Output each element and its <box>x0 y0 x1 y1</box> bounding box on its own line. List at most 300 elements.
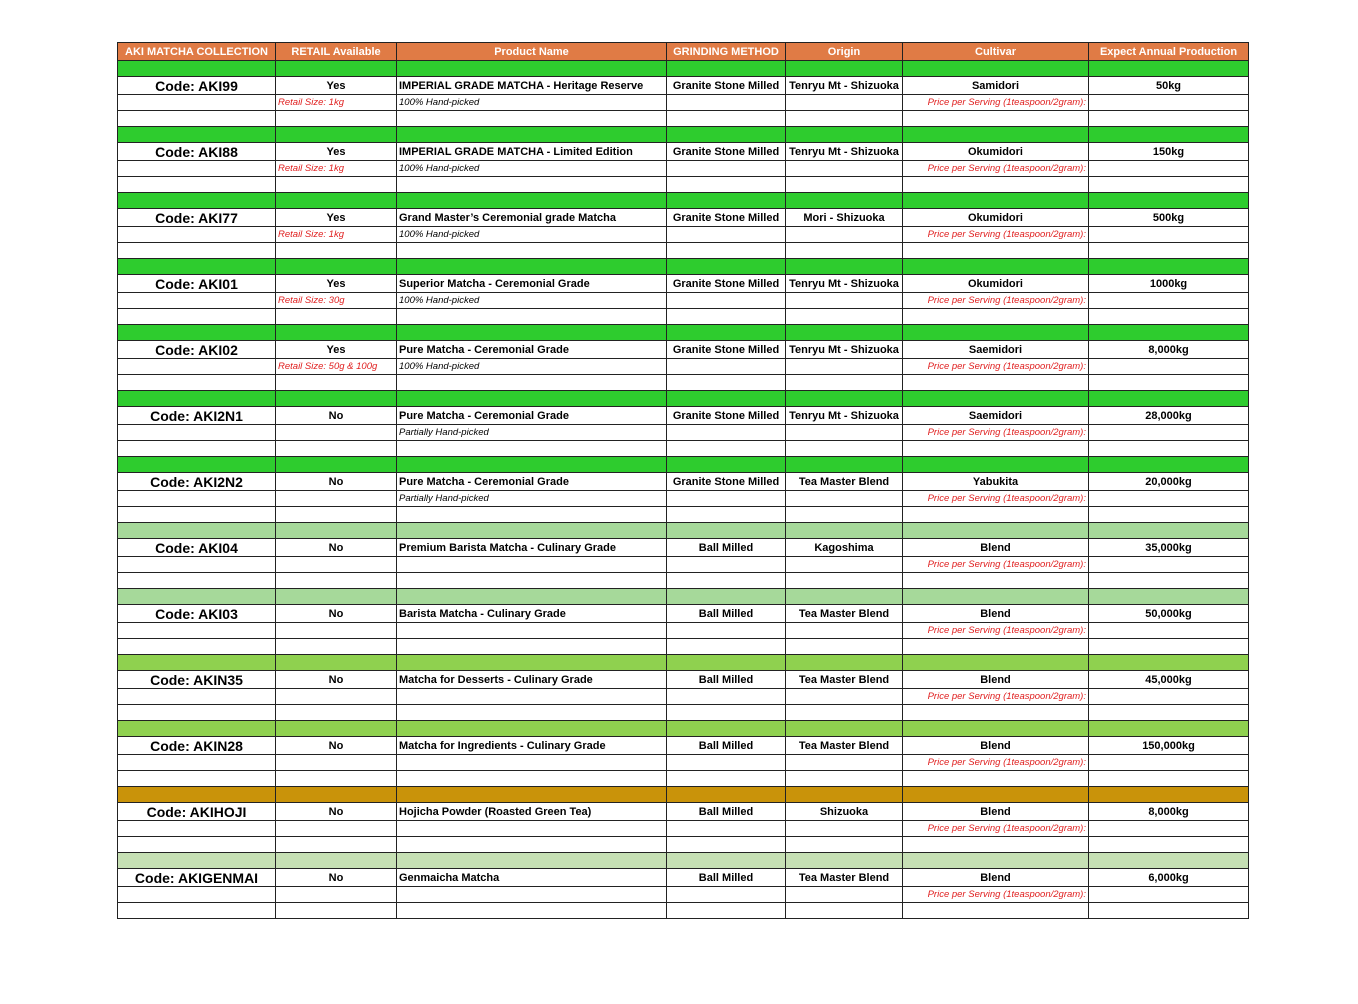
empty-cell[interactable] <box>786 887 903 903</box>
band-cell[interactable] <box>276 853 397 869</box>
band-cell[interactable] <box>397 721 667 737</box>
band-cell[interactable] <box>667 391 786 407</box>
header-grinding-method[interactable]: GRINDING METHOD <box>667 43 786 61</box>
retail-size-cell[interactable]: Retail Size: 50g & 100g <box>276 359 397 375</box>
price-per-serving-cell[interactable]: Price per Serving (1teaspoon/2gram): <box>903 689 1089 705</box>
band-cell[interactable] <box>667 787 786 803</box>
product-name-cell[interactable]: Matcha for Desserts - Culinary Grade <box>397 671 667 689</box>
price-per-serving-cell[interactable]: Price per Serving (1teaspoon/2gram): <box>903 359 1089 375</box>
band-cell[interactable] <box>786 853 903 869</box>
empty-cell[interactable] <box>1089 161 1249 177</box>
annual-production-cell[interactable]: 150,000kg <box>1089 737 1249 755</box>
empty-cell[interactable] <box>1089 309 1249 325</box>
empty-cell[interactable] <box>118 441 276 457</box>
band-cell[interactable] <box>397 61 667 77</box>
price-per-serving-cell[interactable]: Price per Serving (1teaspoon/2gram): <box>903 491 1089 507</box>
retail-available-cell[interactable]: Yes <box>276 341 397 359</box>
empty-cell[interactable] <box>276 771 397 787</box>
empty-cell[interactable] <box>1089 887 1249 903</box>
empty-cell[interactable] <box>786 689 903 705</box>
empty-cell[interactable] <box>667 821 786 837</box>
empty-cell[interactable] <box>397 837 667 853</box>
empty-cell[interactable] <box>1089 837 1249 853</box>
empty-cell[interactable] <box>786 375 903 391</box>
band-cell[interactable] <box>397 523 667 539</box>
grinding-method-cell[interactable]: Ball Milled <box>667 737 786 755</box>
band-cell[interactable] <box>1089 193 1249 209</box>
price-per-serving-cell[interactable]: Price per Serving (1teaspoon/2gram): <box>903 755 1089 771</box>
origin-cell[interactable]: Tea Master Blend <box>786 671 903 689</box>
band-cell[interactable] <box>786 523 903 539</box>
cultivar-cell[interactable]: Samidori <box>903 77 1089 95</box>
empty-cell[interactable] <box>667 243 786 259</box>
annual-production-cell[interactable]: 1000kg <box>1089 275 1249 293</box>
empty-cell[interactable] <box>276 837 397 853</box>
origin-cell[interactable]: Tenryu Mt - Shizuoka <box>786 341 903 359</box>
empty-cell[interactable] <box>786 821 903 837</box>
price-per-serving-cell[interactable]: Price per Serving (1teaspoon/2gram): <box>903 161 1089 177</box>
retail-size-cell[interactable] <box>276 887 397 903</box>
empty-cell[interactable] <box>667 227 786 243</box>
cultivar-cell[interactable]: Blend <box>903 869 1089 887</box>
grinding-method-cell[interactable]: Ball Milled <box>667 605 786 623</box>
annual-production-cell[interactable]: 50,000kg <box>1089 605 1249 623</box>
retail-available-cell[interactable]: Yes <box>276 275 397 293</box>
band-cell[interactable] <box>276 259 397 275</box>
cultivar-cell[interactable]: Blend <box>903 803 1089 821</box>
empty-cell[interactable] <box>397 903 667 919</box>
empty-cell[interactable] <box>667 887 786 903</box>
empty-cell[interactable] <box>786 309 903 325</box>
empty-cell[interactable] <box>786 243 903 259</box>
grinding-method-cell[interactable]: Granite Stone Milled <box>667 341 786 359</box>
empty-cell[interactable] <box>786 639 903 655</box>
grinding-method-cell[interactable]: Granite Stone Milled <box>667 473 786 491</box>
product-name-cell[interactable]: Pure Matcha - Ceremonial Grade <box>397 407 667 425</box>
cultivar-cell[interactable]: Blend <box>903 605 1089 623</box>
empty-cell[interactable] <box>397 243 667 259</box>
empty-cell[interactable] <box>786 573 903 589</box>
product-code-cell[interactable]: Code: AKI04 <box>118 539 276 557</box>
price-per-serving-cell[interactable]: Price per Serving (1teaspoon/2gram): <box>903 293 1089 309</box>
annual-production-cell[interactable]: 8,000kg <box>1089 803 1249 821</box>
empty-cell[interactable] <box>786 425 903 441</box>
retail-available-cell[interactable]: Yes <box>276 143 397 161</box>
empty-cell[interactable] <box>118 177 276 193</box>
empty-cell[interactable] <box>118 359 276 375</box>
annual-production-cell[interactable]: 8,000kg <box>1089 341 1249 359</box>
picking-note-cell[interactable] <box>397 623 667 639</box>
empty-cell[interactable] <box>397 507 667 523</box>
annual-production-cell[interactable]: 35,000kg <box>1089 539 1249 557</box>
header-annual-production[interactable]: Expect Annual Production <box>1089 43 1249 61</box>
empty-cell[interactable] <box>1089 639 1249 655</box>
empty-cell[interactable] <box>667 425 786 441</box>
band-cell[interactable] <box>1089 853 1249 869</box>
empty-cell[interactable] <box>903 771 1089 787</box>
product-code-cell[interactable]: Code: AKI88 <box>118 143 276 161</box>
empty-cell[interactable] <box>1089 755 1249 771</box>
empty-cell[interactable] <box>118 705 276 721</box>
product-code-cell[interactable]: Code: AKIGENMAI <box>118 869 276 887</box>
origin-cell[interactable]: Shizuoka <box>786 803 903 821</box>
product-code-cell[interactable]: Code: AKI01 <box>118 275 276 293</box>
empty-cell[interactable] <box>1089 623 1249 639</box>
origin-cell[interactable]: Tea Master Blend <box>786 869 903 887</box>
empty-cell[interactable] <box>397 375 667 391</box>
band-cell[interactable] <box>903 787 1089 803</box>
empty-cell[interactable] <box>786 177 903 193</box>
retail-available-cell[interactable]: No <box>276 473 397 491</box>
empty-cell[interactable] <box>118 771 276 787</box>
retail-available-cell[interactable]: No <box>276 737 397 755</box>
origin-cell[interactable]: Kagoshima <box>786 539 903 557</box>
cultivar-cell[interactable]: Blend <box>903 737 1089 755</box>
empty-cell[interactable] <box>118 573 276 589</box>
band-cell[interactable] <box>397 391 667 407</box>
retail-size-cell[interactable] <box>276 557 397 573</box>
retail-available-cell[interactable]: Yes <box>276 209 397 227</box>
empty-cell[interactable] <box>276 507 397 523</box>
empty-cell[interactable] <box>786 359 903 375</box>
empty-cell[interactable] <box>397 177 667 193</box>
origin-cell[interactable]: Tenryu Mt - Shizuoka <box>786 275 903 293</box>
band-cell[interactable] <box>786 721 903 737</box>
empty-cell[interactable] <box>667 111 786 127</box>
band-cell[interactable] <box>903 655 1089 671</box>
origin-cell[interactable]: Tenryu Mt - Shizuoka <box>786 143 903 161</box>
empty-cell[interactable] <box>1089 441 1249 457</box>
empty-cell[interactable] <box>276 375 397 391</box>
band-cell[interactable] <box>118 391 276 407</box>
product-name-cell[interactable]: Hojicha Powder (Roasted Green Tea) <box>397 803 667 821</box>
band-cell[interactable] <box>276 61 397 77</box>
band-cell[interactable] <box>903 127 1089 143</box>
band-cell[interactable] <box>667 325 786 341</box>
picking-note-cell[interactable] <box>397 755 667 771</box>
product-code-cell[interactable]: Code: AKI02 <box>118 341 276 359</box>
product-name-cell[interactable]: Barista Matcha - Culinary Grade <box>397 605 667 623</box>
grinding-method-cell[interactable]: Granite Stone Milled <box>667 143 786 161</box>
retail-available-cell[interactable]: No <box>276 803 397 821</box>
annual-production-cell[interactable]: 20,000kg <box>1089 473 1249 491</box>
origin-cell[interactable]: Tea Master Blend <box>786 473 903 491</box>
product-name-cell[interactable]: Superior Matcha - Ceremonial Grade <box>397 275 667 293</box>
empty-cell[interactable] <box>903 111 1089 127</box>
cultivar-cell[interactable]: Saemidori <box>903 341 1089 359</box>
empty-cell[interactable] <box>1089 903 1249 919</box>
empty-cell[interactable] <box>667 293 786 309</box>
picking-note-cell[interactable] <box>397 689 667 705</box>
band-cell[interactable] <box>397 853 667 869</box>
picking-note-cell[interactable]: 100% Hand-picked <box>397 359 667 375</box>
empty-cell[interactable] <box>1089 689 1249 705</box>
empty-cell[interactable] <box>1089 177 1249 193</box>
product-code-cell[interactable]: Code: AKI99 <box>118 77 276 95</box>
band-cell[interactable] <box>1089 61 1249 77</box>
band-cell[interactable] <box>118 127 276 143</box>
band-cell[interactable] <box>118 325 276 341</box>
band-cell[interactable] <box>1089 523 1249 539</box>
empty-cell[interactable] <box>903 243 1089 259</box>
empty-cell[interactable] <box>118 227 276 243</box>
origin-cell[interactable]: Tea Master Blend <box>786 737 903 755</box>
band-cell[interactable] <box>397 259 667 275</box>
empty-cell[interactable] <box>397 111 667 127</box>
empty-cell[interactable] <box>786 111 903 127</box>
cultivar-cell[interactable]: Okumidori <box>903 275 1089 293</box>
band-cell[interactable] <box>667 589 786 605</box>
band-cell[interactable] <box>1089 589 1249 605</box>
band-cell[interactable] <box>786 259 903 275</box>
empty-cell[interactable] <box>786 227 903 243</box>
product-name-cell[interactable]: Matcha for Ingredients - Culinary Grade <box>397 737 667 755</box>
empty-cell[interactable] <box>667 557 786 573</box>
band-cell[interactable] <box>1089 655 1249 671</box>
empty-cell[interactable] <box>903 639 1089 655</box>
header-collection[interactable]: AKI MATCHA COLLECTION <box>118 43 276 61</box>
empty-cell[interactable] <box>397 573 667 589</box>
band-cell[interactable] <box>786 391 903 407</box>
picking-note-cell[interactable]: 100% Hand-picked <box>397 161 667 177</box>
empty-cell[interactable] <box>667 689 786 705</box>
empty-cell[interactable] <box>786 507 903 523</box>
retail-available-cell[interactable]: No <box>276 869 397 887</box>
empty-cell[interactable] <box>276 309 397 325</box>
retail-size-cell[interactable]: Retail Size: 30g <box>276 293 397 309</box>
empty-cell[interactable] <box>786 771 903 787</box>
empty-cell[interactable] <box>118 887 276 903</box>
product-code-cell[interactable]: Code: AKI03 <box>118 605 276 623</box>
retail-size-cell[interactable] <box>276 623 397 639</box>
empty-cell[interactable] <box>397 639 667 655</box>
empty-cell[interactable] <box>276 573 397 589</box>
empty-cell[interactable] <box>397 705 667 721</box>
band-cell[interactable] <box>667 523 786 539</box>
empty-cell[interactable] <box>903 177 1089 193</box>
band-cell[interactable] <box>118 259 276 275</box>
empty-cell[interactable] <box>667 771 786 787</box>
band-cell[interactable] <box>786 457 903 473</box>
band-cell[interactable] <box>786 325 903 341</box>
picking-note-cell[interactable] <box>397 557 667 573</box>
band-cell[interactable] <box>276 721 397 737</box>
empty-cell[interactable] <box>118 755 276 771</box>
product-code-cell[interactable]: Code: AKIHOJI <box>118 803 276 821</box>
band-cell[interactable] <box>276 523 397 539</box>
empty-cell[interactable] <box>667 573 786 589</box>
empty-cell[interactable] <box>276 177 397 193</box>
band-cell[interactable] <box>397 127 667 143</box>
retail-size-cell[interactable] <box>276 755 397 771</box>
product-code-cell[interactable]: Code: AKI77 <box>118 209 276 227</box>
band-cell[interactable] <box>903 853 1089 869</box>
band-cell[interactable] <box>786 127 903 143</box>
annual-production-cell[interactable]: 50kg <box>1089 77 1249 95</box>
empty-cell[interactable] <box>1089 557 1249 573</box>
empty-cell[interactable] <box>667 837 786 853</box>
band-cell[interactable] <box>667 61 786 77</box>
grinding-method-cell[interactable]: Granite Stone Milled <box>667 407 786 425</box>
picking-note-cell[interactable]: 100% Hand-picked <box>397 95 667 111</box>
retail-size-cell[interactable] <box>276 425 397 441</box>
product-name-cell[interactable]: IMPERIAL GRADE MATCHA - Heritage Reserve <box>397 77 667 95</box>
retail-size-cell[interactable]: Retail Size: 1kg <box>276 95 397 111</box>
empty-cell[interactable] <box>276 903 397 919</box>
grinding-method-cell[interactable]: Ball Milled <box>667 671 786 689</box>
empty-cell[interactable] <box>667 507 786 523</box>
empty-cell[interactable] <box>786 293 903 309</box>
empty-cell[interactable] <box>118 293 276 309</box>
band-cell[interactable] <box>903 259 1089 275</box>
empty-cell[interactable] <box>276 705 397 721</box>
band-cell[interactable] <box>397 193 667 209</box>
band-cell[interactable] <box>903 589 1089 605</box>
empty-cell[interactable] <box>1089 227 1249 243</box>
cultivar-cell[interactable]: Blend <box>903 671 1089 689</box>
band-cell[interactable] <box>1089 259 1249 275</box>
band-cell[interactable] <box>786 655 903 671</box>
retail-available-cell[interactable]: No <box>276 671 397 689</box>
annual-production-cell[interactable]: 150kg <box>1089 143 1249 161</box>
empty-cell[interactable] <box>667 161 786 177</box>
empty-cell[interactable] <box>118 821 276 837</box>
grinding-method-cell[interactable]: Ball Milled <box>667 803 786 821</box>
band-cell[interactable] <box>118 721 276 737</box>
product-code-cell[interactable]: Code: AKI2N1 <box>118 407 276 425</box>
product-name-cell[interactable]: IMPERIAL GRADE MATCHA - Limited Edition <box>397 143 667 161</box>
empty-cell[interactable] <box>1089 491 1249 507</box>
empty-cell[interactable] <box>118 689 276 705</box>
band-cell[interactable] <box>397 457 667 473</box>
origin-cell[interactable]: Tenryu Mt - Shizuoka <box>786 77 903 95</box>
retail-size-cell[interactable] <box>276 491 397 507</box>
retail-size-cell[interactable] <box>276 689 397 705</box>
band-cell[interactable] <box>667 127 786 143</box>
retail-available-cell[interactable]: No <box>276 605 397 623</box>
retail-available-cell[interactable]: No <box>276 407 397 425</box>
empty-cell[interactable] <box>903 573 1089 589</box>
empty-cell[interactable] <box>786 903 903 919</box>
cultivar-cell[interactable]: Yabukita <box>903 473 1089 491</box>
cultivar-cell[interactable]: Okumidori <box>903 209 1089 227</box>
band-cell[interactable] <box>118 61 276 77</box>
empty-cell[interactable] <box>903 903 1089 919</box>
band-cell[interactable] <box>786 61 903 77</box>
empty-cell[interactable] <box>397 441 667 457</box>
band-cell[interactable] <box>118 589 276 605</box>
band-cell[interactable] <box>276 325 397 341</box>
band-cell[interactable] <box>903 721 1089 737</box>
empty-cell[interactable] <box>118 903 276 919</box>
band-cell[interactable] <box>786 193 903 209</box>
grinding-method-cell[interactable]: Granite Stone Milled <box>667 209 786 227</box>
empty-cell[interactable] <box>118 557 276 573</box>
product-code-cell[interactable]: Code: AKIN35 <box>118 671 276 689</box>
empty-cell[interactable] <box>118 837 276 853</box>
empty-cell[interactable] <box>667 359 786 375</box>
empty-cell[interactable] <box>118 309 276 325</box>
annual-production-cell[interactable]: 500kg <box>1089 209 1249 227</box>
band-cell[interactable] <box>786 589 903 605</box>
empty-cell[interactable] <box>1089 573 1249 589</box>
empty-cell[interactable] <box>903 375 1089 391</box>
empty-cell[interactable] <box>667 639 786 655</box>
empty-cell[interactable] <box>118 639 276 655</box>
band-cell[interactable] <box>118 655 276 671</box>
cultivar-cell[interactable]: Saemidori <box>903 407 1089 425</box>
band-cell[interactable] <box>118 853 276 869</box>
band-cell[interactable] <box>276 655 397 671</box>
price-per-serving-cell[interactable]: Price per Serving (1teaspoon/2gram): <box>903 425 1089 441</box>
grinding-method-cell[interactable]: Ball Milled <box>667 869 786 887</box>
band-cell[interactable] <box>276 457 397 473</box>
band-cell[interactable] <box>1089 391 1249 407</box>
band-cell[interactable] <box>667 457 786 473</box>
empty-cell[interactable] <box>667 491 786 507</box>
empty-cell[interactable] <box>397 771 667 787</box>
origin-cell[interactable]: Mori - Shizuoka <box>786 209 903 227</box>
band-cell[interactable] <box>903 523 1089 539</box>
band-cell[interactable] <box>118 193 276 209</box>
empty-cell[interactable] <box>667 623 786 639</box>
empty-cell[interactable] <box>276 441 397 457</box>
product-name-cell[interactable]: Pure Matcha - Ceremonial Grade <box>397 473 667 491</box>
band-cell[interactable] <box>786 787 903 803</box>
empty-cell[interactable] <box>786 441 903 457</box>
empty-cell[interactable] <box>903 837 1089 853</box>
empty-cell[interactable] <box>786 755 903 771</box>
empty-cell[interactable] <box>276 111 397 127</box>
empty-cell[interactable] <box>786 161 903 177</box>
empty-cell[interactable] <box>786 95 903 111</box>
empty-cell[interactable] <box>118 623 276 639</box>
empty-cell[interactable] <box>1089 359 1249 375</box>
empty-cell[interactable] <box>1089 293 1249 309</box>
product-code-cell[interactable]: Code: AKI2N2 <box>118 473 276 491</box>
picking-note-cell[interactable]: 100% Hand-picked <box>397 293 667 309</box>
band-cell[interactable] <box>667 259 786 275</box>
empty-cell[interactable] <box>667 177 786 193</box>
empty-cell[interactable] <box>667 309 786 325</box>
product-name-cell[interactable]: Genmaicha Matcha <box>397 869 667 887</box>
empty-cell[interactable] <box>1089 375 1249 391</box>
band-cell[interactable] <box>1089 127 1249 143</box>
retail-available-cell[interactable]: Yes <box>276 77 397 95</box>
empty-cell[interactable] <box>118 243 276 259</box>
retail-size-cell[interactable] <box>276 821 397 837</box>
empty-cell[interactable] <box>1089 425 1249 441</box>
picking-note-cell[interactable]: Partially Hand-picked <box>397 491 667 507</box>
band-cell[interactable] <box>118 787 276 803</box>
empty-cell[interactable] <box>903 507 1089 523</box>
origin-cell[interactable]: Tea Master Blend <box>786 605 903 623</box>
empty-cell[interactable] <box>397 309 667 325</box>
picking-note-cell[interactable]: 100% Hand-picked <box>397 227 667 243</box>
band-cell[interactable] <box>1089 787 1249 803</box>
empty-cell[interactable] <box>903 309 1089 325</box>
empty-cell[interactable] <box>786 837 903 853</box>
header-cultivar[interactable]: Cultivar <box>903 43 1089 61</box>
band-cell[interactable] <box>397 655 667 671</box>
empty-cell[interactable] <box>903 705 1089 721</box>
empty-cell[interactable] <box>786 557 903 573</box>
band-cell[interactable] <box>903 61 1089 77</box>
product-name-cell[interactable]: Grand Master’s Ceremonial grade Matcha <box>397 209 667 227</box>
empty-cell[interactable] <box>1089 111 1249 127</box>
band-cell[interactable] <box>903 193 1089 209</box>
grinding-method-cell[interactable]: Granite Stone Milled <box>667 77 786 95</box>
